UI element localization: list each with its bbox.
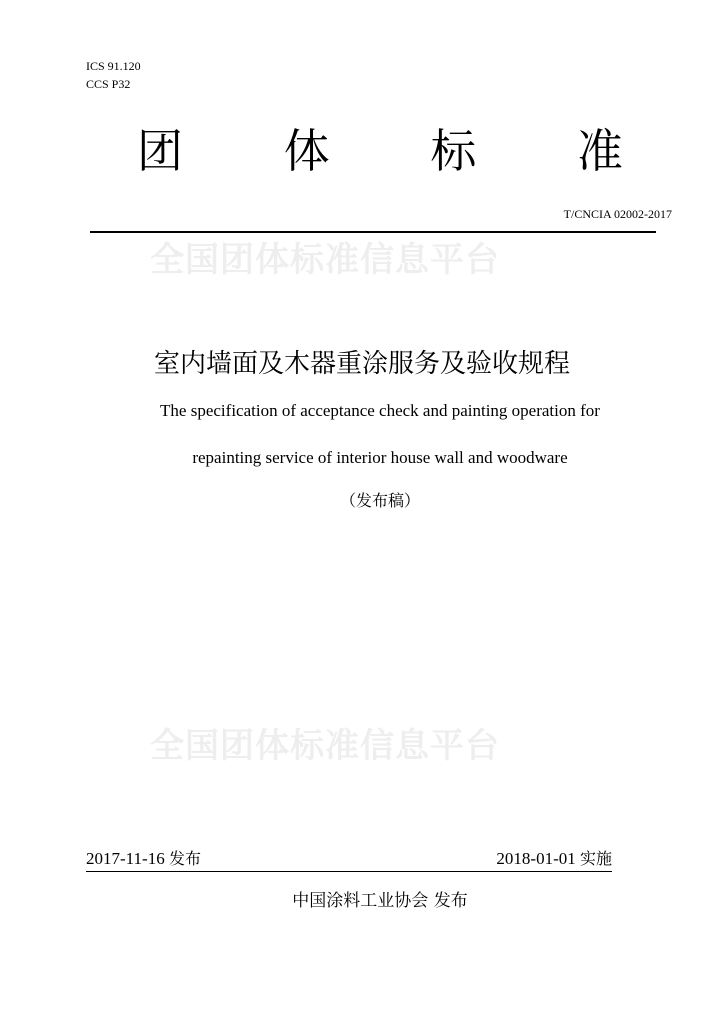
standard-number: T/CNCIA 02002-2017 — [563, 207, 672, 221]
document-status: （发布稿） — [339, 491, 420, 510]
publish-date: 2017-11-16 — [86, 849, 165, 868]
standard-type-char: 标 — [430, 124, 477, 178]
publisher-name: 中国涂料工业协会 — [292, 891, 429, 911]
effective-date-group — [496, 846, 612, 869]
document-title-english-line1: The specification of acceptance check and painting operation for — [160, 401, 600, 420]
ccs-code: CCS P32 — [86, 77, 131, 91]
publish-date-group — [86, 846, 201, 869]
standard-type-char: 团 — [137, 124, 183, 178]
ics-code: ICS 91.120 — [86, 59, 141, 73]
standard-type-char: 准 — [576, 124, 623, 178]
document-title-chinese: 室内墙面及木器重涂服务及验收规程 — [153, 349, 570, 379]
effective-label: 实施 — [579, 849, 612, 868]
document-title-english-line2: repainting service of interior house wall and woodware — [192, 448, 568, 467]
date-row — [86, 846, 612, 872]
watermark-bottom: 全国团体标准信息平台 — [150, 726, 500, 766]
publisher-label: 发布 — [433, 891, 468, 911]
publish-label: 发布 — [168, 849, 201, 868]
classification-codes — [86, 57, 141, 93]
standard-type-char: 体 — [283, 124, 330, 178]
effective-date: 2018-01-01 — [496, 849, 576, 868]
watermark-top: 全国团体标准信息平台 — [150, 240, 500, 280]
publisher-line — [0, 886, 724, 911]
standard-type-heading — [130, 118, 630, 178]
